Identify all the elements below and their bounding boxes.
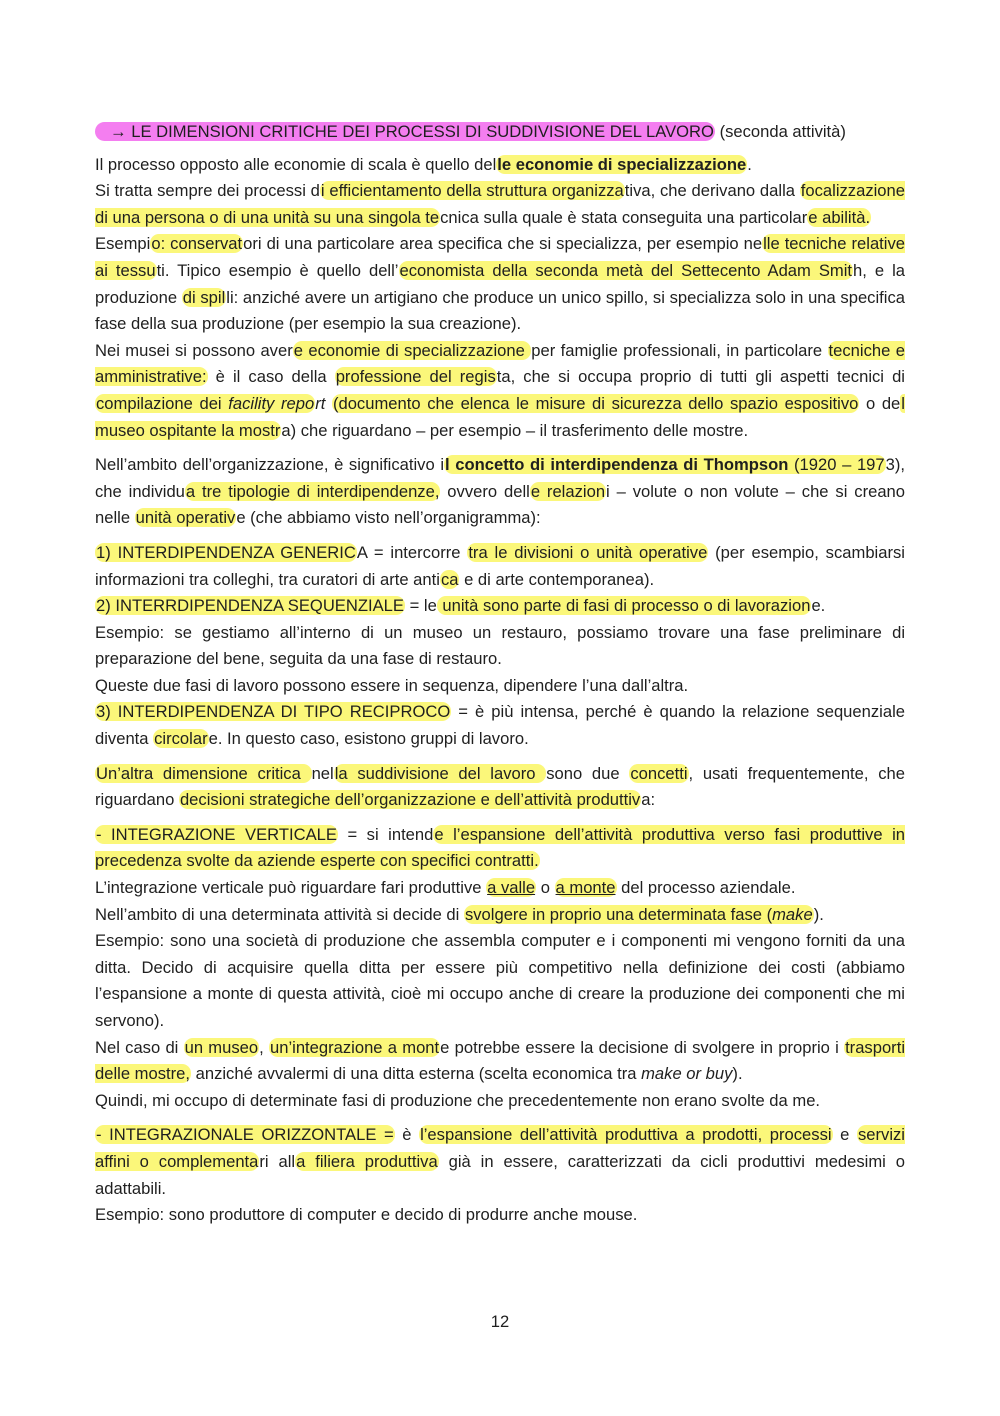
text-run: (per esempio, scambiarsi informazioni tra colleghi, tra curatori di arte anti — [95, 542, 905, 589]
highlight — [95, 394, 315, 413]
text-run: ri all — [259, 1151, 296, 1171]
highlight: unità sono parte di fasi di processo o di lavorazion — [437, 596, 811, 616]
highlight: un museo — [184, 1037, 259, 1057]
highlight: 1) INTERDIPENDENZA GENERIC — [96, 542, 356, 562]
text-run: sono due — [546, 763, 630, 783]
paragraph-14 — [95, 902, 905, 929]
highlight: 3) INTERDIPENDENZA DI TIPO RECIPROCO — [96, 702, 451, 722]
text-run: A = intercorre — [356, 542, 468, 562]
text-run: già in essere, caratterizzati da cicli produttivi medesimi o adattabili. — [95, 1151, 905, 1198]
text-run: Nell’ambito dell’organizzazione, è significativo i — [95, 455, 444, 475]
highlight: la suddivisione del lavoro — [334, 763, 546, 783]
text-run: ). — [732, 1064, 743, 1084]
highlight: (documento che elenca le misure di sicurezza dello spazio espositivo — [332, 393, 859, 413]
text-run: e (che abbiamo visto nell’organigramma): — [236, 508, 541, 528]
title-text: LE DIMENSIONI CRITICHE DEI PROCESSI DI SUDDIVISIONE DEL LAVORO — [131, 122, 714, 141]
highlight: e l’espansione dell’attività produttiva verso fasi produttive in precedenza svolte da aziende esperte con specifici contratti. — [95, 824, 906, 871]
highlight: o: conservat — [151, 234, 243, 254]
highlight: focalizzazione di una persona o di una unità su una singola te — [95, 181, 905, 227]
highlight: unità operativ — [135, 508, 236, 528]
text-run: Il processo opposto alle economie di scala è quello del — [95, 154, 497, 174]
text-run: li: anziché avere un artigiano che produce un unico spillo, si specializza solo in una specifica fase della sua produzione (per esempio la sua creazione). — [95, 287, 905, 334]
text-run: o — [536, 878, 555, 898]
document-page — [95, 119, 905, 1229]
paragraph-18 — [95, 1122, 905, 1202]
text-run: a: — [641, 790, 656, 810]
highlight: servizi affini o complementa — [95, 1125, 905, 1171]
highlight: a valle — [487, 878, 536, 898]
text-run: e — [832, 1125, 857, 1145]
highlight: professione del regis — [335, 367, 496, 387]
paragraph-7 — [95, 593, 905, 620]
italic-term: rt — [315, 393, 332, 413]
paragraph-16 — [95, 1035, 905, 1088]
highlight: Un’altra dimensione critica — [96, 763, 311, 783]
text-run: è — [394, 1125, 420, 1145]
bold-term: l concetto di interdipendenza di Thompson — [445, 455, 789, 475]
highlight: un’integrazione a mont — [269, 1037, 440, 1057]
text-run: e. In questo caso, esistono gruppi di lavoro. — [208, 729, 529, 749]
highlight: tra le divisioni o unità operative — [468, 542, 708, 562]
paragraph-12 — [95, 822, 905, 875]
arrow-right-icon: → — [110, 122, 127, 141]
paragraph-5 — [95, 452, 905, 532]
text-run: L’integrazione verticale può riguardare fari produttiv — [95, 878, 473, 898]
text-run: tiva, che derivano dalla — [624, 181, 800, 201]
highlight: concetti — [630, 763, 688, 783]
highlight: e economie di specializzazione — [293, 340, 531, 360]
text-run: = le — [404, 596, 437, 616]
highlight: e relazion — [530, 481, 606, 501]
paragraph-15: Esempio: sono una società di produzione che assembla computer e i componenti mi vengono forniti da una ditta. Decido di acquisire quella ditta per essere più competitivo nella definizione dei costi (abbiamo l’espansione a monte di questa attività, cioè mi occupo anche di creare la produzione dei componenti che mi servono). — [95, 931, 905, 1030]
text-run: e di arte contemporanea). — [459, 569, 655, 589]
highlight: economista della seconda metà del Settecento Adam Smit — [399, 260, 853, 280]
text-run: = è più intensa, perché è quando la relazione sequenziale diventa — [95, 702, 905, 749]
paragraph-1 — [95, 152, 905, 179]
highlight: ca — [440, 569, 459, 589]
highlight: e abilità. — [808, 207, 871, 227]
text-run: compilazione dei — [96, 393, 229, 413]
title-highlight — [95, 122, 715, 141]
paragraph-3 — [95, 231, 905, 337]
highlight: tecniche e amministrative: — [95, 340, 905, 387]
text-run: Nel caso di — [95, 1037, 184, 1057]
italic-term: facility repo — [228, 393, 315, 413]
highlight: a filiera produttiva — [296, 1151, 438, 1171]
paragraph-19: Esempio: sono produttore di computer e decido di produrre anche mouse. — [95, 1205, 638, 1225]
paragraph-8: Esempio: se gestiamo all’interno di un museo un restauro, possiamo trovare una fase preliminare di preparazione del bene, seguita da una fase di restauro. — [95, 622, 905, 669]
title-suffix: (seconda attività) — [714, 122, 846, 141]
highlight — [464, 905, 814, 924]
highlight: i efficientamento della struttura organizza — [320, 181, 624, 201]
highlight — [444, 455, 886, 474]
italic-term: make — [772, 904, 813, 924]
text-run: per famiglie professionali, in particolare — [531, 340, 828, 360]
text-run: Nei musei si possono aver — [95, 340, 293, 360]
text-run: i – volute o non volute – che si creano nelle — [95, 481, 906, 528]
highlight: l museo ospitante la mostr — [95, 393, 905, 440]
text-run: . — [747, 154, 752, 174]
section-title — [95, 119, 905, 146]
paragraph-9: Queste due fasi di lavoro possono essere in sequenza, dipendere l’una dall’altra. — [95, 675, 689, 695]
page-number: 12 — [490, 1312, 510, 1331]
text-run: h, e la produzione — [95, 260, 905, 307]
text-run: nel — [311, 763, 334, 783]
text-run: o de — [859, 393, 901, 413]
highlight: di spil — [182, 287, 226, 307]
highlight: circolar — [154, 729, 208, 749]
paragraph-2 — [95, 178, 905, 231]
text-run: , — [259, 1037, 269, 1057]
highlight: a tre tipologie di interdipendenze, — [185, 481, 440, 501]
highlight: 2) INTERRDIPENDENZA SEQUENZIALE — [96, 596, 404, 616]
text-run: Esempi — [95, 234, 151, 254]
highlight: decisioni strategiche dell’organizzazione e dell’attività produttiv — [179, 790, 641, 810]
paragraph-11 — [95, 761, 905, 814]
text-run: anziché avvalermi di una ditta esterna (scelta economica tra — [191, 1064, 642, 1084]
text-run: = si intend — [337, 824, 434, 844]
paragraph-4 — [95, 338, 905, 444]
text-run: è il caso della — [207, 367, 335, 387]
text-run: cnica sulla quale è stata conseguita una particolar — [440, 207, 808, 227]
paragraph-6 — [95, 540, 905, 593]
highlight: - INTEGRAZIONALE ORIZZONTALE = — [96, 1125, 394, 1145]
text-run: e potrebbe essere la decisione di svolgere in proprio i — [440, 1037, 845, 1057]
highlight: trasporti delle mostre, — [95, 1037, 906, 1084]
text-run: svolgere in proprio una determinata fase ( — [464, 904, 773, 924]
text-run: ti. Tipico esempio è quello dell’ — [156, 260, 399, 280]
text-run: ta, che si occupa proprio di tutti gli aspetti tecnici di — [496, 367, 905, 387]
paragraph-10 — [95, 699, 905, 752]
text-run: Nell’ambito di una determinata attività si decide di — [95, 904, 464, 924]
text-run: a) che riguardano – per esempio – il trasferimento delle mostre. — [281, 420, 749, 440]
highlight: a monte — [555, 878, 616, 898]
text-run: e. — [811, 596, 826, 616]
highlight: lle tecniche relative ai tessu — [95, 234, 905, 280]
text-run: e — [472, 878, 487, 898]
text-run: , usati frequentemente, che riguardano — [95, 763, 905, 810]
highlight — [496, 155, 747, 174]
paragraph-17: Quindi, mi occupo di determinate fasi di produzione che precedentemente non erano svolte da me. — [95, 1090, 821, 1110]
paragraph-13 — [95, 875, 905, 902]
italic-term: make or buy — [641, 1064, 733, 1084]
bold-term: le economie di specializzazione — [497, 154, 747, 174]
text-run: Si tratta sempre dei processi d — [95, 181, 320, 201]
text-run: del processo aziendale. — [616, 878, 796, 898]
highlight: l’espansione dell’attività produttiva a prodotti, processi — [420, 1125, 832, 1145]
highlight: - INTEGRAZIONE VERTICALE — [96, 824, 337, 844]
text-run: ovvero dell — [440, 481, 530, 501]
text-run: (1920 – 197 — [788, 455, 885, 475]
text-run: 3), che individu — [95, 455, 906, 501]
text-run: ori di una particolare area specifica che si specializza, per esempio ne — [243, 234, 763, 254]
text-run: ). — [813, 904, 824, 924]
